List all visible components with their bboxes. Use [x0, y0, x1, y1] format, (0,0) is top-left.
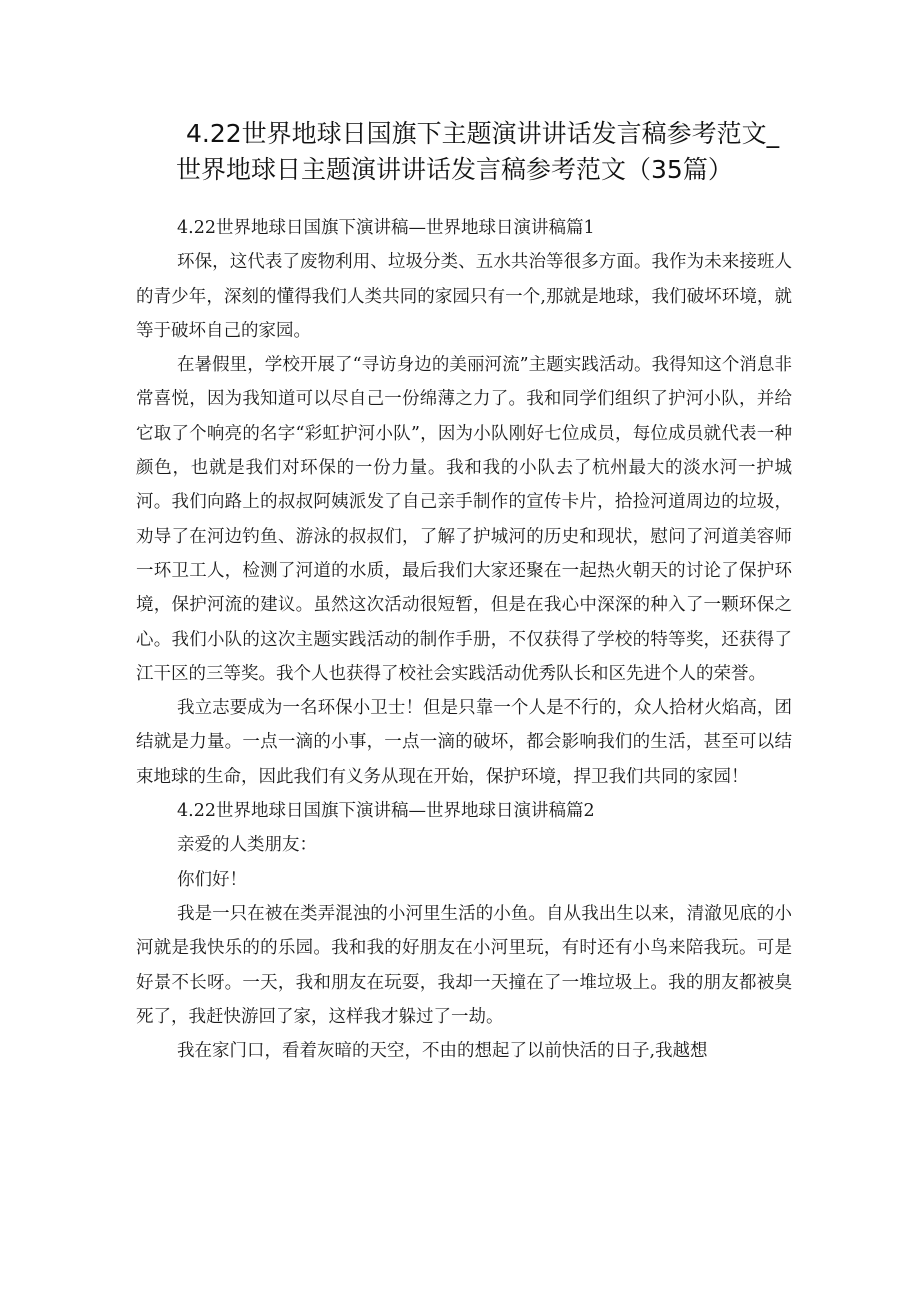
document-title: 4.22世界地球日国旗下主题演讲讲话发言稿参考范文_世界地球日主题演讲讲话发言稿参考范文（35篇）	[176, 119, 780, 184]
paragraph: 在暑假里，学校开展了“寻访身边的美丽河流”主题实践活动。我得知这个消息非常喜悦，因为我知道可以尽自己一份绵薄之力了。我和同学们组织了护河小队，并给它取了个响亮的名字“彩虹护河小队”，因为小队刚好七位成员，每位成员就代表一种颜色，也就是我们对环保的一份力量。我和我的小队去了杭州最大的淡水河一护城河。我们向路上的叔叔阿姨派发了自己亲手制作的宣传卡片，拾捡河道周边的垃圾，劝导了在河边钓鱼、游泳的叔叔们，了解了护城河的历史和现状，慰问了河道美容师一环卫工人，检测了河道的水质，最后我们大家还聚在一起热火朝天的讨论了保护环境，保护河流的建议。虽然这次活动很短暂，但是在我心中深深的种入了一颗环保之心。我们小队的这次主题实践活动的制作手册，不仅获得了学校的特等奖，还获得了江干区的三等奖。我个人也获得了校社会实践活动优秀队长和区先进个人的荣誉。	[136, 355, 792, 684]
salutation: 亲爱的人类朋友：	[177, 835, 317, 856]
paragraph: 环保，这代表了废物利用、垃圾分类、五水共治等很多方面。我作为未来接班人的青少年，深刻的懂得我们人类共同的家园只有一个,那就是地球，我们破坏环境，就等于破坏自己的家园。	[136, 252, 792, 341]
paragraph: 我立志要成为一名环保小卫士！但是只靠一个人是不行的，众人拾材火焰高，团结就是力量。一点一滴的小事，一点一滴的破坏，都会影响我们的生活，甚至可以结束地球的生命，因此我们有义务从现在开始，保护环境，捍卫我们共同的家园！	[136, 698, 792, 787]
section-heading-1: 4.22世界地球日国旗下演讲稿—世界地球日演讲稿篇1	[177, 218, 595, 238]
document-body	[136, 211, 792, 1068]
greeting: 你们好！	[177, 869, 247, 890]
paragraph: 我在家门口，看着灰暗的天空，不由的想起了以前快活的日子,我越想	[177, 1041, 708, 1062]
paragraph: 我是一只在被在类弄混浊的小河里生活的小鱼。自从我出生以来，清澈见底的小河就是我快乐的的乐园。我和我的好朋友在小河里玩，有时还有小鸟来陪我玩。可是好景不长呀。一天，我和朋友在玩耍，我却一天撞在了一堆垃圾上。我的朋友都被臭死了，我赶快游回了家，这样我才躲过了一劫。	[136, 903, 792, 1027]
section-heading-2: 4.22世界地球日国旗下演讲稿—世界地球日演讲稿篇2	[177, 801, 595, 822]
